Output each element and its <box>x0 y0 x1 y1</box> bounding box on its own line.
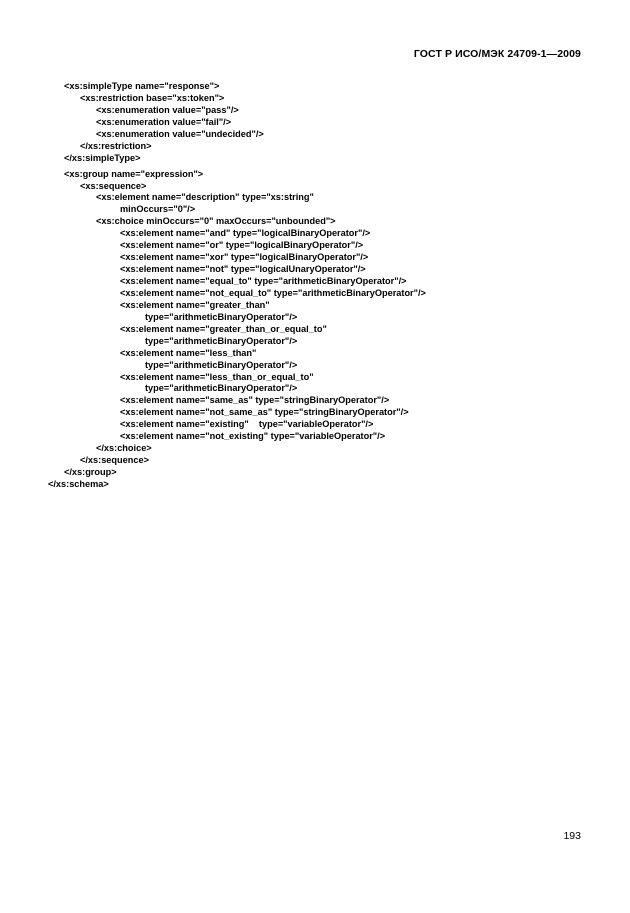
code-line: <xs:element name="less_than_or_equal_to" <box>120 371 314 382</box>
code-line: <xs:element name="not_existing" type="variableOperator"/> <box>120 431 386 442</box>
code-line: <xs:choice minOccurs="0" maxOccurs="unbounded"> <box>96 216 336 227</box>
code-line: <xs:element name="greater_than_or_equal_to" <box>120 323 327 334</box>
code-line: <xs:element name="not_equal_to" type="arithmeticBinaryOperator"/> <box>120 287 426 298</box>
code-line: type="arithmeticBinaryOperator"/> <box>145 335 298 346</box>
code-line: <xs:element name="and" type="logicalBinaryOperator"/> <box>120 228 371 239</box>
code-line: <xs:element name="or" type="logicalBinaryOperator"/> <box>120 240 364 251</box>
code-line: </xs:schema> <box>48 478 109 489</box>
code-line: <xs:element name="greater_than" <box>120 299 270 310</box>
code-line: <xs:enumeration value="fail"/> <box>96 116 232 127</box>
code-line: <xs:element name="equal_to" type="arithmeticBinaryOperator"/> <box>120 276 407 286</box>
code-line: minOccurs="0"/> <box>120 204 196 215</box>
code-line: type="arithmeticBinaryOperator"/> <box>145 383 298 394</box>
code-line: </xs:sequence> <box>80 455 149 466</box>
code-line: </xs:restriction> <box>80 140 152 151</box>
code-line: <xs:restriction base="xs:token"> <box>80 92 225 103</box>
code-line: <xs:element name="xor" type="logicalBinaryOperator"/> <box>120 252 369 263</box>
xml-schema-code-block <box>0 81 426 491</box>
code-line: <xs:element name="not_same_as" type="stringBinaryOperator"/> <box>120 407 409 418</box>
code-line: <xs:enumeration value="pass"/> <box>96 104 239 115</box>
code-line: <xs:element name="less_than" <box>120 347 257 358</box>
page-number: 193 <box>563 830 581 842</box>
code-line: </xs:group> <box>64 467 117 477</box>
code-line: <xs:element name="description" type="xs:string" <box>96 192 314 203</box>
code-line: <xs:simpleType name="response"> <box>64 81 220 91</box>
code-line: <xs:element name="not" type="logicalUnaryOperator"/> <box>120 264 366 275</box>
code-line: <xs:enumeration value="undecided"/> <box>96 128 264 139</box>
code-line: </xs:choice> <box>96 443 152 454</box>
code-line: <xs:sequence> <box>80 180 147 191</box>
code-line: type="arithmeticBinaryOperator"/> <box>145 359 298 370</box>
code-line: <xs:element name="existing" type="variableOperator"/> <box>120 419 374 430</box>
code-line: <xs:element name="same_as" type="stringBinaryOperator"/> <box>120 395 390 406</box>
page-header-standard-id: ГОСТ Р ИСО/МЭК 24709-1—2009 <box>413 48 581 60</box>
code-line: type="arithmeticBinaryOperator"/> <box>145 311 298 322</box>
code-line: </xs:simpleType> <box>64 152 141 163</box>
code-line: <xs:group name="expression"> <box>64 168 204 179</box>
